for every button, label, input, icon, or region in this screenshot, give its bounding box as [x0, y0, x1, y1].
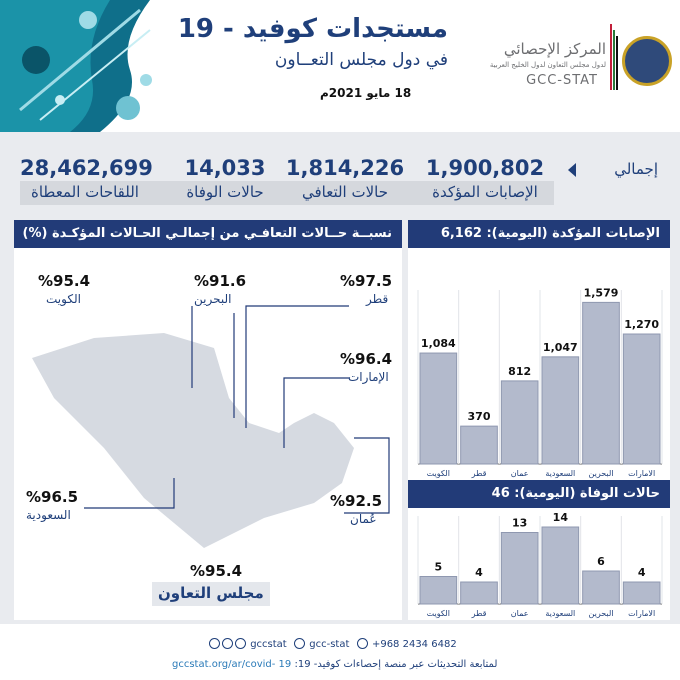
- bar: [420, 577, 457, 605]
- facebook-icon[interactable]: [209, 638, 220, 649]
- bar-value-label: 1,270: [624, 318, 660, 332]
- category-label: عمان: [510, 469, 529, 478]
- footer: [0, 624, 680, 680]
- bar-value-label: 4: [637, 566, 646, 579]
- category-label: الكويت: [426, 609, 450, 618]
- stat-label: اللقاحات المعطاة: [31, 183, 139, 201]
- deaths-chart-title: حالات الوفاة (اليومية): 46: [408, 480, 670, 508]
- bar: [542, 527, 579, 604]
- category-label: عمان: [510, 609, 529, 618]
- bar: [542, 357, 579, 464]
- footer-handle-1: gccstat: [250, 639, 287, 650]
- oman-pct: %92.5: [330, 492, 383, 510]
- totals-label: إجمالي: [614, 160, 658, 178]
- footer-info: [172, 659, 497, 670]
- oman-label: عُمان: [350, 512, 377, 526]
- daily-charts-panel: [408, 220, 670, 620]
- qatar-label: قطر: [366, 292, 389, 306]
- cases-chart-title: الإصابات المؤكدة (اليومية): 6,162: [408, 220, 670, 248]
- bar-value-label: 6: [597, 555, 605, 568]
- gcc-seal-icon: [622, 36, 672, 86]
- stat-value: 28,462,699: [20, 156, 153, 180]
- kuwait-pct: %95.4: [38, 272, 91, 290]
- report-date: 18 مايو 2021م: [320, 86, 412, 100]
- bahrain-label: البحرين: [194, 292, 232, 306]
- instagram-icon[interactable]: [235, 638, 246, 649]
- footer-contacts: [208, 638, 457, 650]
- gcc-stat-logo: [486, 22, 676, 92]
- stat-confirmed: [420, 156, 550, 201]
- totals-arrow-icon: [568, 163, 576, 177]
- bar: [583, 302, 620, 464]
- bar: [461, 582, 498, 604]
- saudi-label: السعودية: [26, 508, 71, 522]
- youtube-icon[interactable]: [294, 638, 305, 649]
- bar-value-label: 5: [434, 560, 443, 574]
- category-label: الامارات: [628, 469, 656, 478]
- virus-decoration-icon: [0, 0, 160, 132]
- map-header: نسبــة حــالات التعافـي من إجمالـي الحـالات المؤكـدة (%): [14, 220, 402, 248]
- category-label: البحرين: [588, 469, 614, 478]
- uae-pct: %96.4: [340, 350, 393, 368]
- bar-value-label: 812: [508, 364, 532, 378]
- logo-arabic-name: المركز الإحصائي: [503, 40, 606, 58]
- bar: [583, 571, 620, 604]
- stat-value: 14,033: [184, 156, 266, 180]
- twitter-icon[interactable]: [222, 638, 233, 649]
- saudi-pct: %96.5: [26, 488, 79, 506]
- page-subtitle: في دول مجلس التعــاون: [274, 50, 448, 70]
- bar: [623, 582, 660, 604]
- category-label: السعودية: [545, 609, 576, 618]
- gcc-label: مجلس التعاون: [158, 584, 264, 602]
- bar: [501, 381, 538, 464]
- stat-label: حالات الوفاة: [186, 183, 264, 201]
- uae-label: الإمارات: [348, 370, 389, 384]
- bar: [461, 426, 498, 464]
- qatar-pct: %97.5: [340, 272, 393, 290]
- gcc-pct: %95.4: [190, 562, 243, 580]
- logo-english-name: GCC-STAT: [526, 73, 598, 88]
- stat-label: الإصابات المؤكدة: [432, 183, 538, 201]
- bahrain-pct: %91.6: [194, 272, 247, 290]
- bar-value-label: 1,047: [542, 340, 578, 354]
- leader-qatar: [246, 306, 349, 428]
- bar: [420, 353, 457, 464]
- bar-value-label: 4: [475, 566, 483, 579]
- category-label: قطر: [471, 609, 487, 618]
- bar-value-label: 14: [552, 511, 568, 524]
- stat-label: حالات التعافي: [301, 183, 389, 201]
- bar: [501, 533, 538, 605]
- stat-value: 1,900,802: [425, 156, 545, 180]
- logo-flag-bars-icon: [610, 24, 618, 90]
- bar: [623, 334, 660, 464]
- footer-handle-2: gcc-stat: [309, 639, 350, 650]
- logo-arabic-subname: لدول مجلس التعاون لدول الخليج العربية: [489, 61, 606, 69]
- bar-value-label: 1,084: [420, 337, 456, 351]
- bar-value-label: 1,579: [583, 286, 619, 300]
- bar-value-label: 370: [467, 410, 491, 424]
- category-label: الكويت: [426, 469, 450, 478]
- kuwait-label: الكويت: [46, 292, 81, 306]
- footer-phone: +968 2434 6482: [371, 639, 457, 650]
- stat-value: 1,814,226: [285, 156, 405, 180]
- footer-info-text: لمتابعة التحديثات عبر منصة إحصاءات كوفيد- 19:: [294, 659, 498, 670]
- bar-value-label: 13: [512, 516, 528, 530]
- stat-vaccines: [20, 156, 153, 201]
- deaths-bar-chart: [408, 510, 670, 620]
- page-title: مستجدات كوفيد - 19: [177, 14, 448, 44]
- category-label: قطر: [471, 469, 487, 478]
- stat-recovered: [280, 156, 410, 201]
- category-label: البحرين: [588, 609, 614, 618]
- category-label: الامارات: [628, 609, 656, 618]
- cases-bar-chart: [408, 250, 670, 480]
- stat-deaths: [160, 156, 290, 201]
- footer-url[interactable]: gccstat.org/ar/covid- 19: [172, 659, 292, 670]
- category-label: السعودية: [545, 469, 576, 478]
- recovery-map-panel: [14, 220, 402, 620]
- whatsapp-icon[interactable]: [357, 638, 368, 649]
- header: [0, 0, 680, 132]
- gcc-region-shape: [32, 333, 354, 548]
